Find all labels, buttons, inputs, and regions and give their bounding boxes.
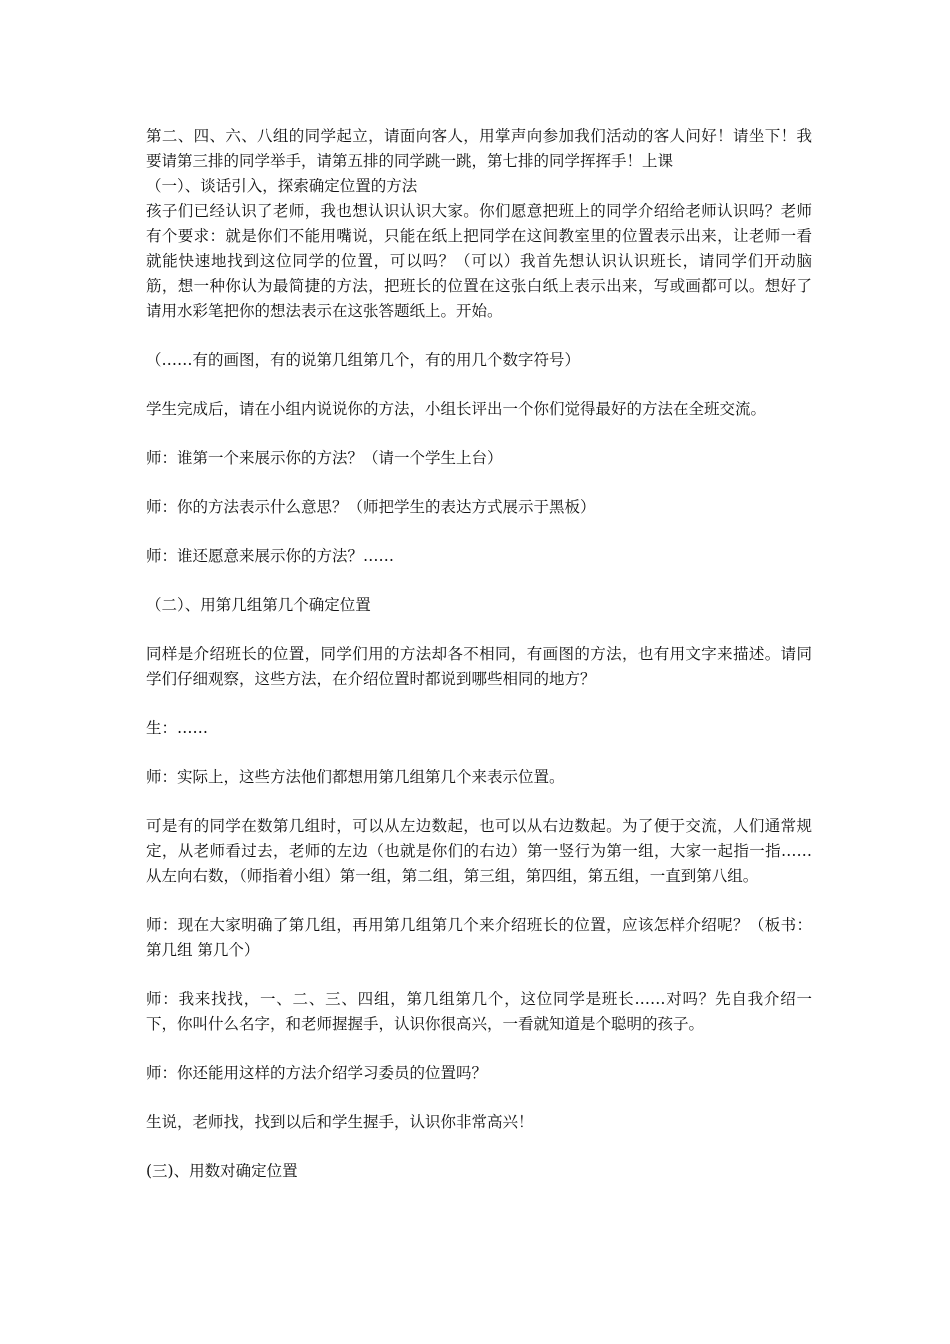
paragraph-teacher-q3: 师：谁还愿意来展示你的方法？…… [146, 547, 395, 565]
paragraph-greeting: 第二、四、六、八组的同学起立，请面向客人，用掌声向参加我们活动的客人问好！请坐下！我要请第三排的同学举手，请第五排的同学跳一跳，第七排的同学挥挥手！上课 [146, 127, 812, 170]
paragraph-teacher-monitor: 师：现在大家明确了第几组，再用第几组第几个来介绍班长的位置，应该怎样介绍呢？（板书：第几组 第几个） [146, 916, 812, 959]
paragraph-group-discussion: 学生完成后，请在小组内说说你的方法，小组长评出一个你们觉得最好的方法在全班交流。 [146, 400, 767, 418]
paragraph-student-says: 生说，老师找，找到以后和学生握手，认识你非常高兴！ [146, 1113, 534, 1131]
paragraph-teacher-find: 师：我来找找，一、二、三、四组，第几组第几个，这位同学是班长……对吗？先自我介绍一下，你叫什么名字，和老师握握手，认识你很高兴，一看就知道是个聪明的孩子。 [146, 990, 812, 1033]
paragraph-group-rule: 可是有的同学在数第几组时，可以从左边数起，也可以从右边数起。为了便于交流，人们通常规定，从老师看过去，老师的左边（也就是你们的右边）第一竖行为第一组，大家一起指一指……从左向右数，（师指着小组）第一组，第二组，第三组，第四组，第五组，一直到第八组。 [146, 817, 812, 885]
paragraph-teacher-committee: 师：你还能用这样的方法介绍学习委员的位置吗？ [146, 1064, 488, 1082]
document-body [146, 124, 812, 1184]
paragraph-teacher-explain: 师：实际上，这些方法他们都想用第几组第几个来表示位置。 [146, 768, 565, 786]
paragraph-student-methods: （……有的画图，有的说第几组第几个，有的用几个数字符号） [146, 351, 581, 369]
paragraph-intro: 孩子们已经认识了老师，我也想认识认识大家。你们愿意把班上的同学介绍给老师认识吗？老师有个要求：就是你们不能用嘴说，只能在纸上把同学在这间教室里的位置表示出来，让老师一看就能快速地找到这位同学的位置，可以吗？（可以）我首先想认识认识班长，请同学们开动脑筋，想一种你认为最简捷的方法，把班长的位置在这张白纸上表示出来，写或画都可以。想好了请用水彩笔把你的想法表示在这张答题纸上。开始。 [146, 202, 812, 320]
section-heading-2: （二）、用第几组第几个确定位置 [146, 596, 371, 614]
paragraph-observe: 同样是介绍班长的位置，同学们用的方法却各不相同，有画图的方法，也有用文字来描述。请同学们仔细观察，这些方法，在介绍位置时都说到哪些相同的地方？ [146, 645, 812, 688]
paragraph-teacher-q1: 师：谁第一个来展示你的方法？（请一个学生上台） [146, 449, 503, 467]
paragraph-teacher-q2: 师：你的方法表示什么意思？（师把学生的表达方式展示于黑板） [146, 498, 596, 516]
paragraph-student-reply: 生：…… [146, 719, 209, 737]
section-heading-1: （一）、谈话引入，探索确定位置的方法 [146, 177, 418, 195]
section-heading-3: (三)、用数对确定位置 [146, 1162, 298, 1180]
